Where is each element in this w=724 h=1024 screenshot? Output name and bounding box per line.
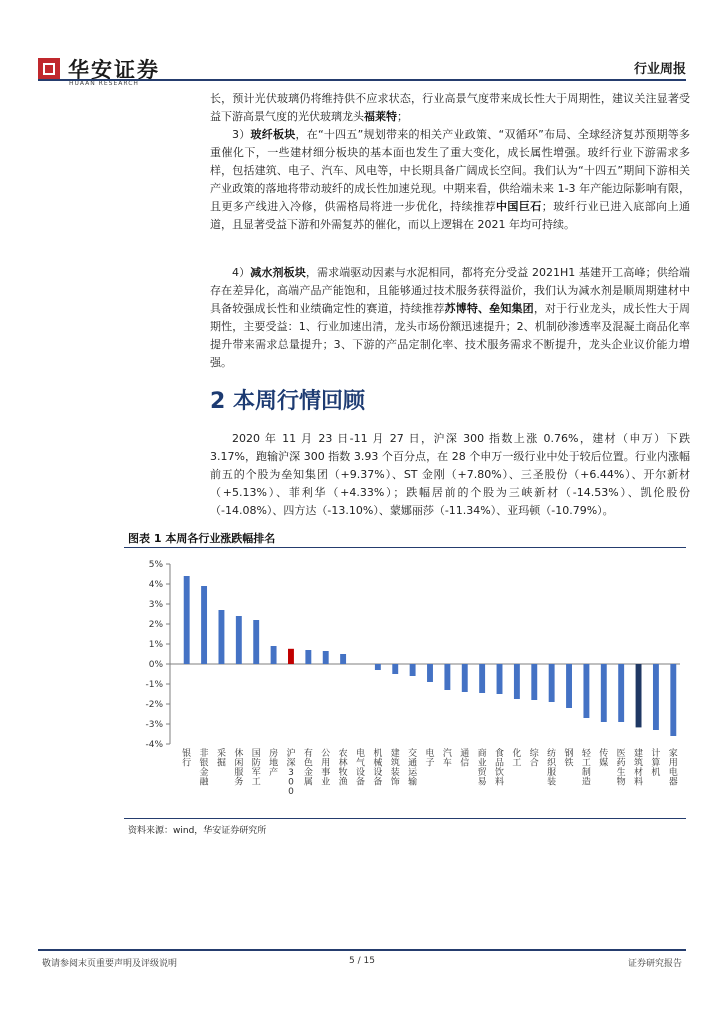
bar-电子	[427, 664, 433, 682]
y-tick-label: 5%	[148, 560, 163, 570]
p3-prefix: 4）	[232, 266, 251, 279]
category-label: 公用事业	[321, 749, 331, 788]
bar-机械设备	[375, 664, 381, 670]
brand-logo	[38, 52, 178, 92]
y-tick-label: 3%	[148, 600, 163, 610]
category-label: 家用电器	[668, 749, 678, 788]
header-divider	[38, 79, 686, 81]
bar-传媒	[601, 664, 607, 722]
bar-国防军工	[253, 620, 259, 664]
p3-bold2: 苏博特、垒知集团	[444, 302, 534, 315]
bar-汽车	[444, 664, 450, 690]
section-text: 2020 年 11 月 23 日-11 月 27 日，沪深 300 指数上涨 0.76%，建材（申万）下跌 3.17%，跑输沪深 300 指数 3.93 个百分点，在 28 个申万一级行业中处于较后位置。行业内涨幅前五的个股为垒知集团（+9.37%）、ST 金刚（+7.80%）、三圣股份（+6.44%）、开尔新材（+5.13%）、菲利华（+4.33%）；跌幅居前的个股为三峡新材（-14.53%）、凯伦股份（-14.08%）、四方达（-13.10%）、蒙娜丽莎（-11.34%）、亚玛顿（-10.79%）。	[210, 432, 690, 517]
bar-家用电器	[670, 664, 676, 736]
category-label: 沪深 3 0 0	[286, 749, 296, 797]
y-tick-label: 2%	[148, 620, 163, 630]
bar-综合	[531, 664, 537, 700]
p2-bold2: 中国巨石	[495, 200, 542, 213]
page-number: 5 / 15	[349, 956, 375, 966]
bar-化工	[514, 664, 520, 699]
category-label: 国防军工	[251, 749, 261, 788]
chart-title-divider	[124, 547, 686, 548]
footer-disclaimer: 敬请参阅末页重要声明及评级说明	[42, 959, 178, 969]
footer-report-label: 证券研究报告	[627, 959, 682, 969]
category-label: 非银金融	[199, 749, 209, 788]
bar-食品饮料	[497, 664, 503, 694]
category-label: 休闲服务	[234, 749, 244, 788]
category-label: 机械设备	[373, 749, 383, 788]
p1-end: ；	[397, 110, 408, 123]
body-paragraph-1	[210, 90, 690, 126]
p3-bold: 减水剂板块	[250, 266, 306, 279]
p2-text-a: ，在“十四五”规划带来的相关产业政策、“双循环”布局、全球经济复苏预期等多重催化下，一些建材细分板块的基本面也发生了重大变化，成长属性增强。玻纤行业下游需求多样，包括建筑、电子、汽车、风电等，中长期具备广阔成长空间。我们认为“十四五”期间下游相关产业政策的落地将带动玻纤的成长性加速兑现。中期来看，供给端未来 1-3 年产能边际影响有限，且更多产线进入冷修，供需格局将进一步优化，持续推荐	[210, 128, 691, 213]
category-label: 交通运输	[408, 749, 418, 788]
source-note: 资料来源：wind，华安证券研究所	[128, 826, 267, 836]
section-title: 2 本周行情回顾	[210, 389, 365, 414]
bar-休闲服务	[236, 616, 242, 664]
bar-公用事业	[323, 651, 329, 664]
bar-有色金属	[305, 650, 311, 664]
category-label: 商业贸易	[477, 749, 487, 788]
bar-通信	[462, 664, 468, 692]
logo-text-cn: 华安证券	[68, 57, 160, 82]
y-tick-label: -1%	[145, 680, 163, 690]
bar-房地产	[271, 646, 277, 664]
y-tick-label: -2%	[145, 700, 163, 710]
y-tick-label: 0%	[148, 660, 163, 670]
body-paragraph-3	[210, 264, 690, 372]
category-label: 食品饮料	[495, 749, 505, 788]
logo-text-en: HUAAN RESEARCH	[69, 80, 139, 87]
seal-icon	[38, 58, 60, 80]
y-tick-label: 1%	[148, 640, 163, 650]
p2-prefix: 3）	[232, 128, 251, 141]
p3-text-a: ，需求端驱动因素与水泥相同，都将充分受益 2021H1 基建开工高峰；供给端存在差异化，高端产品产能饱和，且能够通过技术服务获得溢价，我们认为减水剂是顺周期建材中具备较强成长性和业绩确定性的赛道，持续推荐	[210, 266, 690, 315]
category-label: 银行	[182, 749, 192, 769]
p3-text-b: ，对于行业龙头，成长性大于周期性，主要受益：1、行业加速出清，龙头市场份额迅速提升；2、机制砂渗透率及混凝土商品化率提升带来需求总量提升；3、下游的产品定制化率、技术服务需求不断提升，龙头企业议价能力增强。	[210, 302, 691, 369]
category-label: 有色金属	[303, 749, 313, 788]
y-tick-label: 4%	[148, 580, 163, 590]
p1-bold: 福莱特	[364, 110, 397, 123]
category-label: 农林牧渔	[338, 749, 348, 788]
category-label: 轻工制造	[581, 749, 591, 788]
category-label: 钢铁	[564, 749, 574, 769]
y-tick-label: -3%	[145, 720, 163, 730]
bar-农林牧渔	[340, 654, 346, 664]
category-label: 计算机	[651, 749, 661, 778]
bar-交通运输	[410, 664, 416, 676]
category-label: 电气设备	[355, 749, 365, 788]
bar-纺织服装	[549, 664, 555, 702]
footer-divider	[38, 949, 686, 951]
category-label: 汽车	[442, 749, 452, 769]
bar-非银金融	[201, 586, 207, 664]
bar-计算机	[653, 664, 659, 730]
report-type: 行业周报	[633, 62, 686, 77]
category-label: 通信	[460, 749, 470, 769]
bar-建筑装饰	[392, 664, 398, 674]
y-tick-label: -4%	[145, 740, 163, 750]
bar-轻工制造	[583, 664, 589, 718]
bar-沪深300	[288, 649, 294, 664]
category-label: 纺织服装	[547, 749, 557, 788]
category-label: 电子	[425, 749, 435, 769]
p1-text: 长，预计光伏玻璃仍将维持供不应求状态，行业高景气度带来成长性大于周期性，建议关注显著受益下游高景气度的光伏玻璃龙头	[210, 92, 690, 123]
category-label: 传媒	[599, 749, 609, 769]
category-label: 建筑材料	[634, 749, 644, 788]
bar-商业贸易	[479, 664, 485, 693]
category-label: 房地产	[269, 749, 279, 778]
category-label: 建筑装饰	[390, 749, 400, 788]
body-paragraph-2	[210, 126, 690, 234]
bar-chart	[124, 552, 686, 816]
bar-钢铁	[566, 664, 572, 708]
category-label: 综合	[529, 749, 539, 769]
bar-采掘	[218, 610, 224, 664]
section-paragraph	[210, 430, 690, 520]
p2-bold: 玻纤板块	[250, 128, 296, 141]
bar-医药生物	[618, 664, 624, 722]
category-label: 医药生物	[616, 749, 626, 788]
chart-bottom-divider	[124, 818, 686, 819]
chart-title: 图表 1 本周各行业涨跌幅排名	[128, 532, 276, 545]
bar-建筑材料	[636, 664, 642, 727]
bar-银行	[184, 576, 190, 664]
p2-text-b: ；玻纤行业已进入底部向上通道，且显著受益下游和外需复苏的催化，而以上逻辑在 2021 年均可持续。	[210, 200, 691, 231]
category-label: 化工	[512, 749, 522, 769]
category-label: 采掘	[216, 749, 226, 769]
